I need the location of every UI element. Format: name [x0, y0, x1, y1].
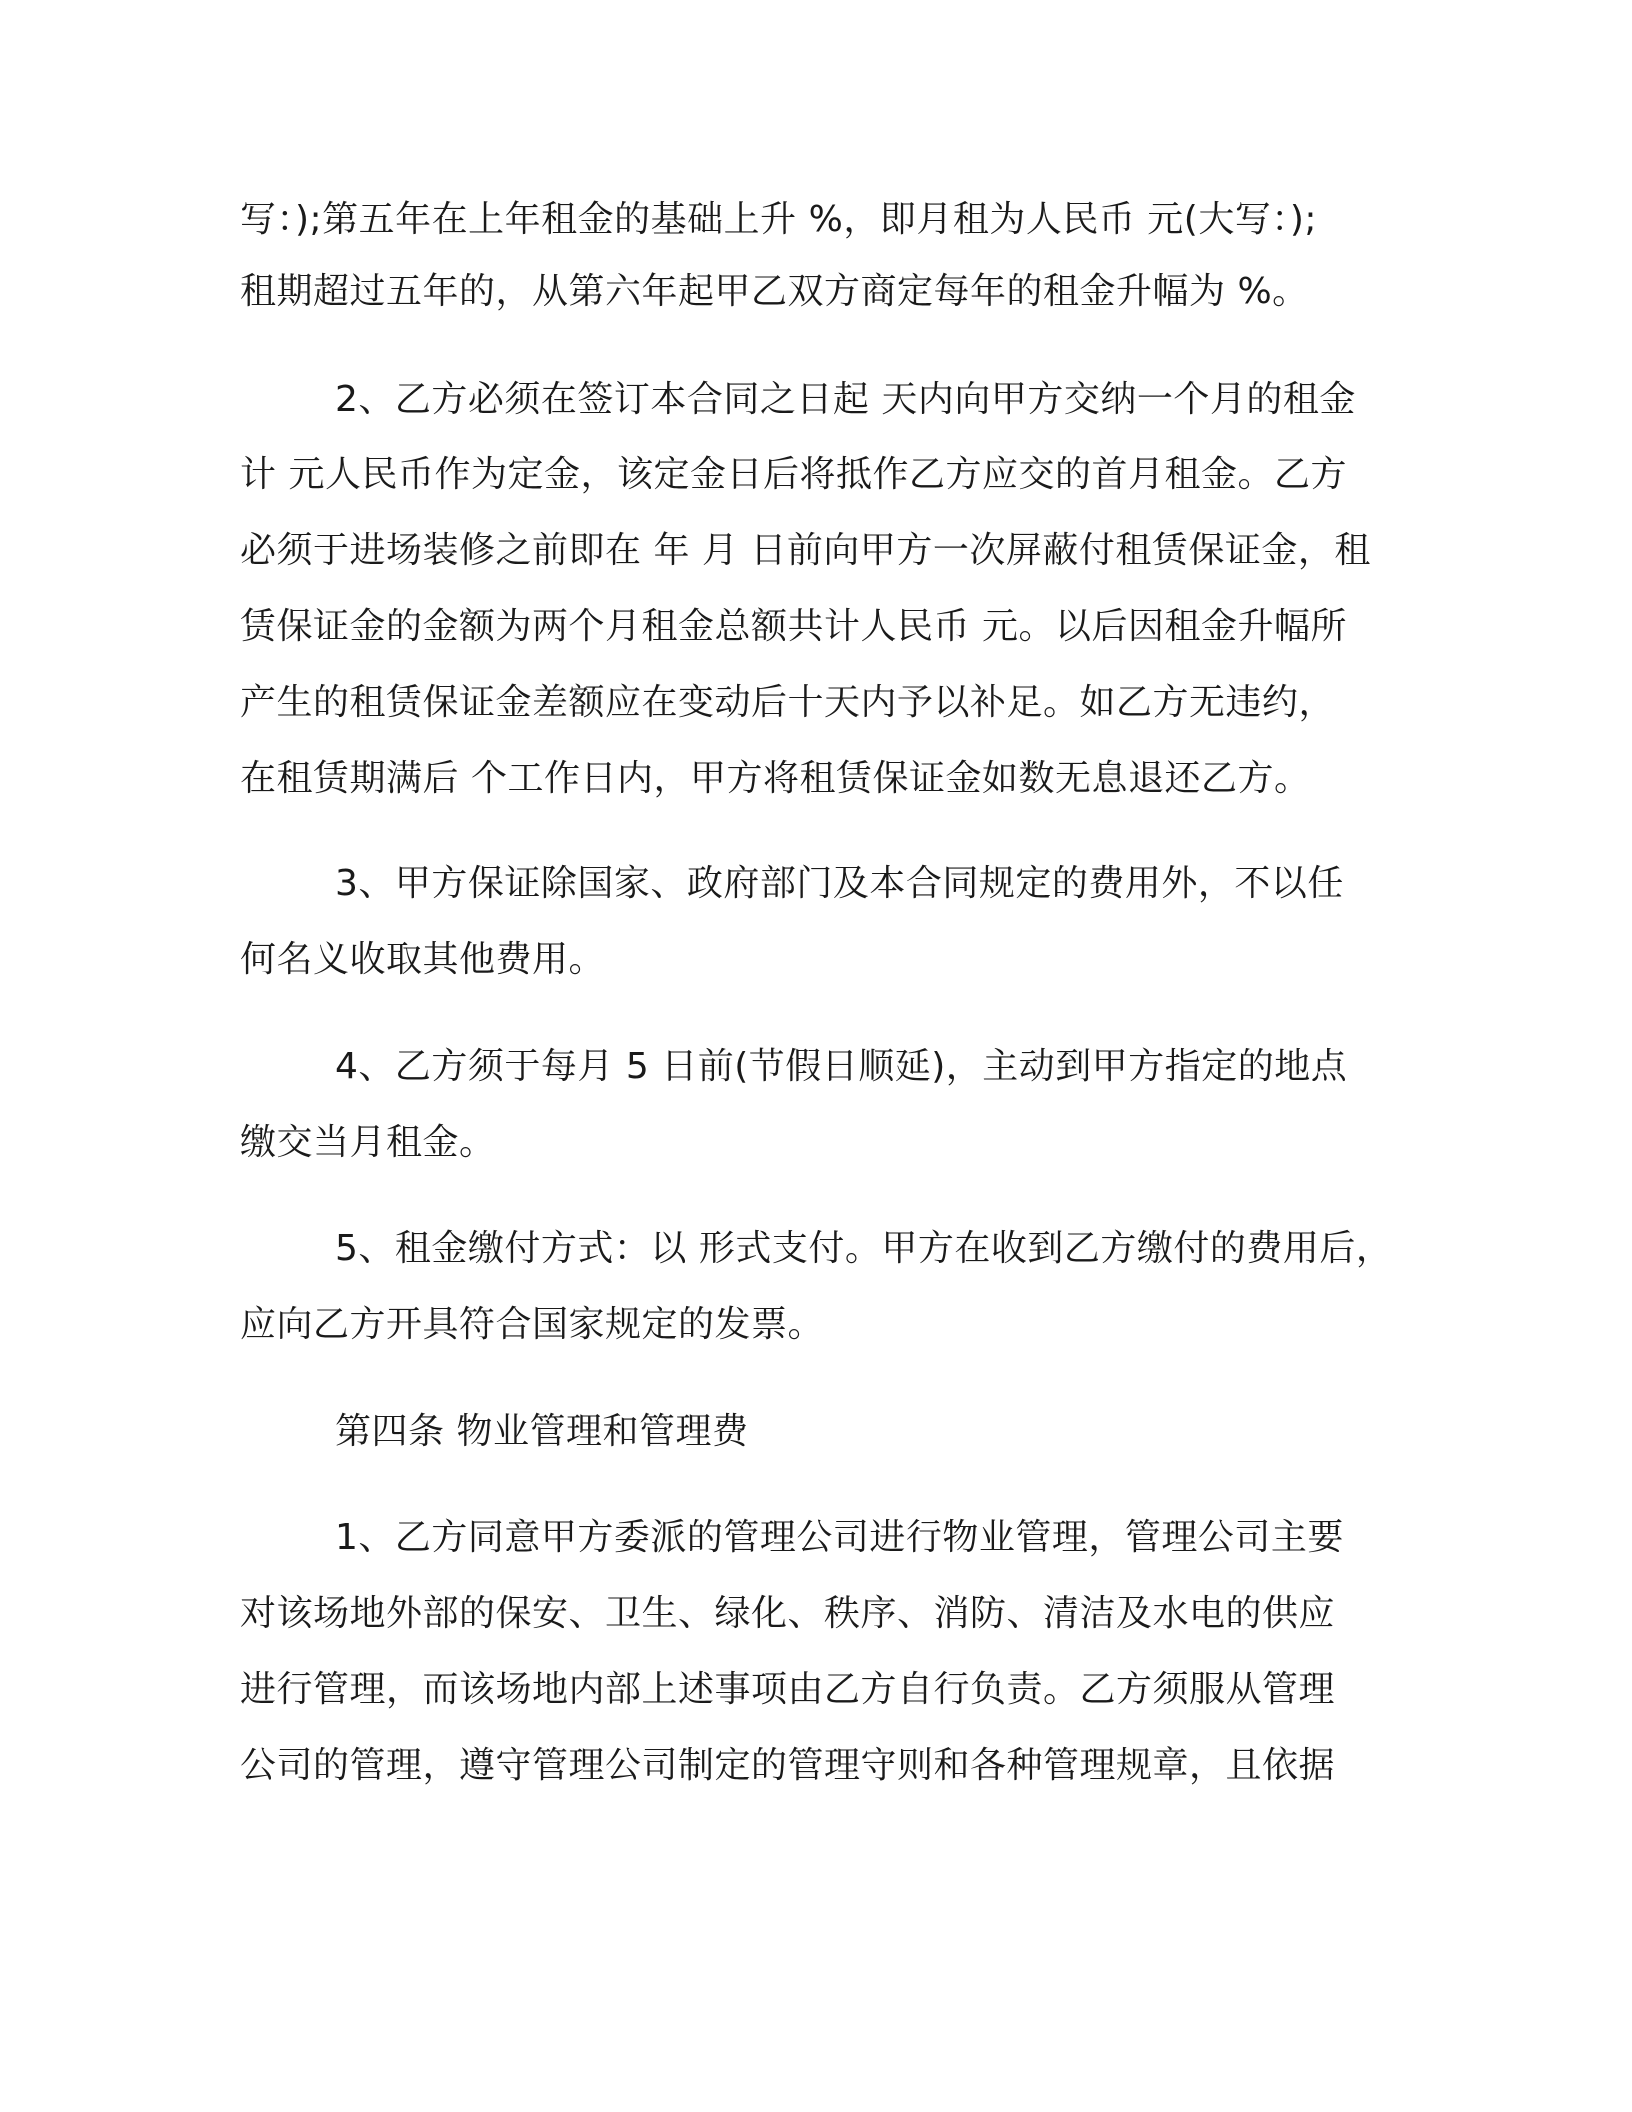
clause-2-line: 2、乙方必须在签订本合同之日起 天内向甲方交纳一个月的租金	[335, 379, 1356, 420]
clause-3-line: 3、甲方保证除国家、政府部门及本合同规定的费用外，不以任	[335, 863, 1344, 904]
text-line: 何名义收取其他费用。	[240, 939, 606, 980]
text-line: 租期超过五年的，从第六年起甲乙双方商定每年的租金升幅为 %。	[240, 271, 1309, 312]
text-line: 公司的管理，遵守管理公司制定的管理守则和各种管理规章，且依据	[240, 1745, 1336, 1786]
clause-4-line: 4、乙方须于每月 5 日前(节假日顺延)，主动到甲方指定的地点	[335, 1046, 1348, 1087]
text-line: 产生的租赁保证金差额应在变动后十天内予以补足。如乙方无违约，	[240, 682, 1336, 723]
text-line: 写：);第五年在上年租金的基础上升 %，即月租为人民币 元(大写：);	[240, 199, 1317, 240]
section-4-clause-1-line: 1、乙方同意甲方委派的管理公司进行物业管理，管理公司主要	[335, 1517, 1344, 1558]
text-line: 缴交当月租金。	[240, 1122, 496, 1163]
text-line: 在租赁期满后 个工作日内，甲方将租赁保证金如数无息退还乙方。	[240, 758, 1311, 799]
clause-5-line: 5、租金缴付方式：以 形式支付。甲方在收到乙方缴付的费用后，	[335, 1228, 1393, 1269]
text-line: 应向乙方开具符合国家规定的发票。	[240, 1304, 825, 1345]
text-line: 必须于进场装修之前即在 年 月 日前向甲方一次屏蔽付租赁保证金，租	[240, 530, 1371, 571]
text-line: 赁保证金的金额为两个月租金总额共计人民币 元。以后因租金升幅所	[240, 606, 1347, 647]
text-line: 进行管理，而该场地内部上述事项由乙方自行负责。乙方须服从管理	[240, 1669, 1336, 1710]
text-line: 对该场地外部的保安、卫生、绿化、秩序、消防、清洁及水电的供应	[240, 1593, 1336, 1634]
text-line: 计 元人民币作为定金，该定金日后将抵作乙方应交的首月租金。乙方	[240, 454, 1347, 495]
section-heading: 第四条 物业管理和管理费	[335, 1411, 749, 1452]
